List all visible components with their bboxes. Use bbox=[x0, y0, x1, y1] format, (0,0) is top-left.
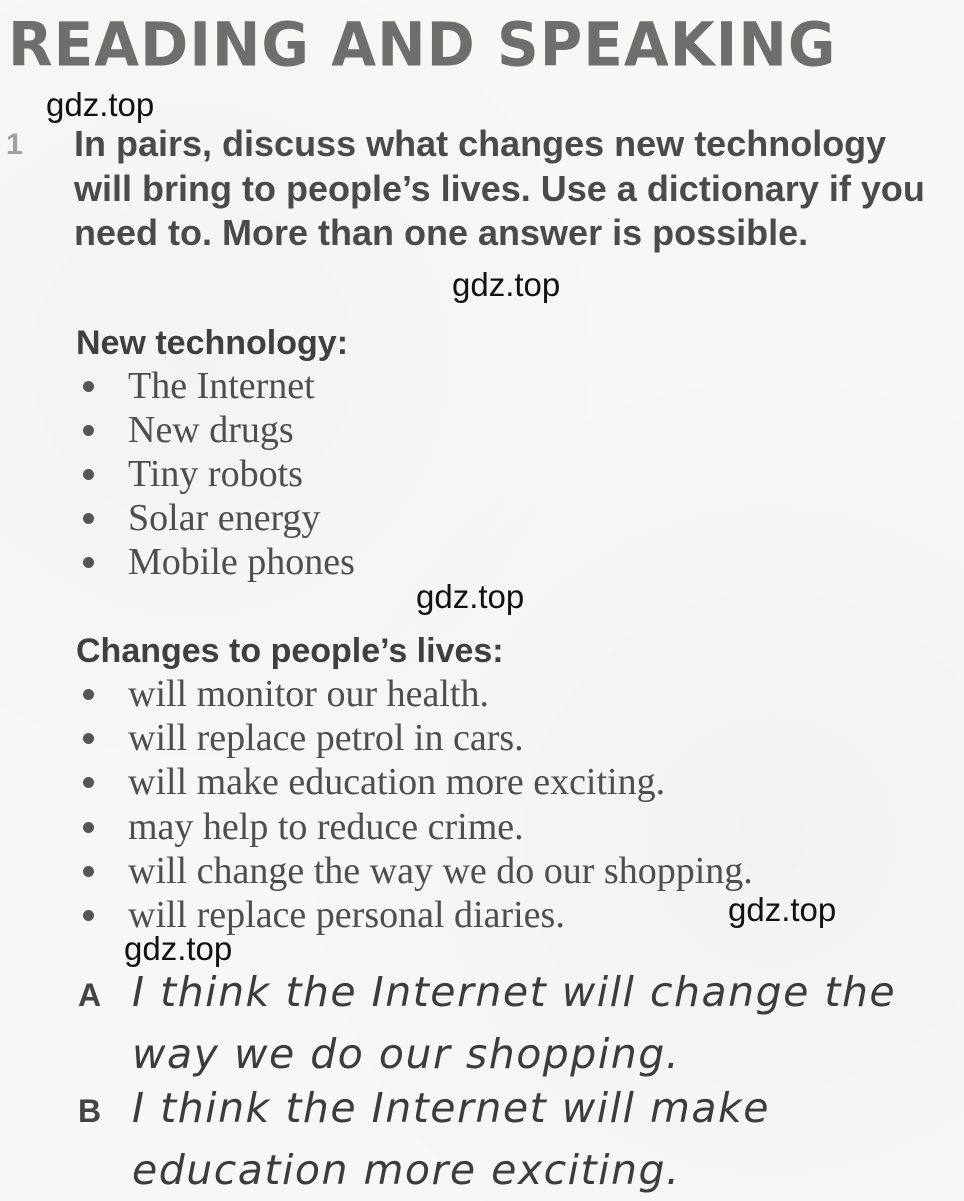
new-technology-list bbox=[80, 364, 355, 584]
bullet-icon bbox=[83, 513, 94, 524]
exercise-number: 1 bbox=[6, 128, 23, 161]
bullet-icon bbox=[83, 777, 94, 788]
section-heading: READING AND SPEAKING bbox=[8, 8, 837, 81]
speaker-label: B bbox=[78, 1093, 102, 1129]
bullet-icon bbox=[83, 381, 94, 392]
handwritten-answer: I think the Internet will change the bbox=[132, 968, 897, 1016]
bullet-icon bbox=[83, 733, 94, 744]
bullet-icon bbox=[83, 557, 94, 568]
dialogue-line-a bbox=[78, 968, 896, 1016]
list-item: will make education more exciting. bbox=[80, 760, 753, 804]
handwritten-answer: I think the Internet will make bbox=[132, 1084, 770, 1132]
list-item: New drugs bbox=[80, 408, 355, 452]
bullet-icon bbox=[83, 866, 94, 877]
speaker-label: A bbox=[78, 977, 102, 1013]
bullet-icon bbox=[83, 469, 94, 480]
list-item: Solar energy bbox=[80, 496, 355, 540]
bullet-icon bbox=[83, 425, 94, 436]
bullet-icon bbox=[83, 689, 94, 700]
list-item: will replace petrol in cars. bbox=[80, 716, 753, 760]
list-item: The Internet bbox=[80, 364, 355, 408]
list-item: will replace personal diaries. bbox=[80, 893, 753, 937]
list-item: will monitor our health. bbox=[80, 672, 753, 716]
bullet-icon bbox=[83, 822, 94, 833]
list-item: will change the way we do our shopping. bbox=[80, 849, 753, 893]
list-item: Tiny robots bbox=[80, 452, 355, 496]
exercise-instruction: In pairs, discuss what changes new technology will bring to people’s lives. Use a dictionary if you need to. More than one answer is possible. bbox=[74, 123, 925, 253]
bullet-icon bbox=[83, 910, 94, 921]
handwritten-answer-continued: education more exciting. bbox=[132, 1146, 681, 1194]
dialogue-line-b bbox=[78, 1084, 770, 1132]
watermark: gdz.top bbox=[46, 86, 155, 123]
new-technology-title: New technology: bbox=[76, 324, 349, 362]
watermark: gdz.top bbox=[728, 891, 837, 928]
changes-title: Changes to people’s lives: bbox=[76, 632, 504, 670]
changes-list bbox=[80, 672, 753, 937]
watermark: gdz.top bbox=[124, 930, 233, 967]
watermark: gdz.top bbox=[416, 578, 525, 615]
watermark: gdz.top bbox=[452, 266, 561, 303]
list-item: Mobile phones bbox=[80, 540, 355, 584]
handwritten-answer-continued: way we do our shopping. bbox=[132, 1030, 681, 1078]
list-item: may help to reduce crime. bbox=[80, 805, 753, 849]
